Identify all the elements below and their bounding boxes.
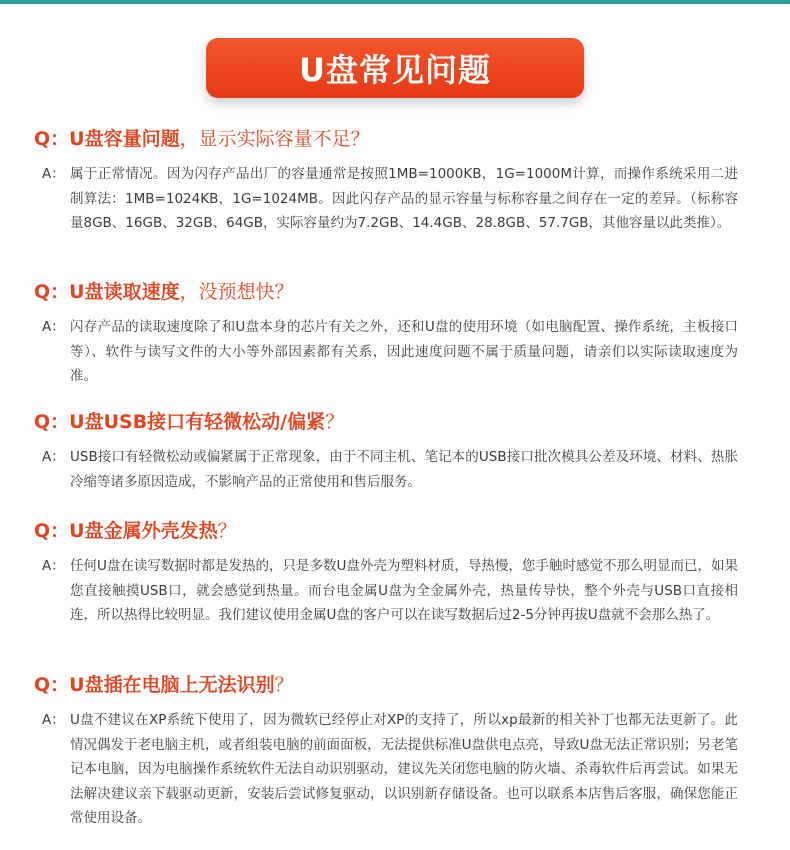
faq-question	[34, 672, 746, 698]
answer-text: 属于正常情况。因为闪存产品出厂的容量通常是按照1MB=1000KB，1G=1000M计算，而操作系统采用二进制算法：1MB=1024KB，1G=1024MB。因此闪存产品的显示容量与标称容量之间存在一定的差异。（标称容量8GB、16GB、32GB、64GB，实际容量约为7.2GB、14.4GB、28.8GB、57.7GB，其他容量以此类推）。	[70, 166, 738, 231]
question-sub: ？	[217, 520, 237, 542]
faq-question	[34, 409, 746, 435]
faq-item-usb-port	[34, 409, 746, 494]
answer-text: USB接口有轻微松动或偏紧属于正常现象，由于不同主机、笔记本的USB接口批次模具公差及环境、材料、热胀冷缩等诸多原因造成，不影响产品的正常使用和售后服务。	[70, 449, 738, 490]
faq-item-capacity	[34, 126, 746, 236]
question-prefix: Q：	[34, 281, 70, 303]
answer-label: A：	[42, 166, 65, 182]
question-main: U盘容量问题	[69, 128, 180, 150]
faq-answer	[34, 162, 746, 236]
answer-text: 闪存产品的读取速度除了和U盘本身的芯片有关之外，还和U盘的使用环境（如电脑配置、操作系统，主板接口等）、软件与读写文件的大小等外部因素都有关系，因此速度问题不属于质量问题，请亲们以实际读取速度为准。	[70, 319, 738, 384]
page-title: U盘常见问题	[299, 51, 491, 89]
faq-answer	[34, 445, 746, 494]
answer-text: 任何U盘在读写数据时都是发热的，只是多数U盘外壳为塑料材质，导热慢，您手触时感觉不那么明显而已，如果您直接触摸USB口，就会感觉到热量。而台电金属U盘为全金属外壳，热量传导快，整个外壳与USB口直接相连，所以热得比较明显。我们建议使用金属U盘的客户可以在读写数据后过2-5分钟再拔U盘就不会那么热了。	[70, 558, 738, 623]
title-banner	[206, 38, 584, 98]
answer-label: A：	[42, 558, 65, 574]
question-prefix: Q：	[34, 411, 70, 433]
answer-label: A：	[42, 449, 65, 465]
question-main: U盘USB接口有轻微松动/偏紧	[69, 411, 326, 433]
question-sub: ，显示实际容量不足？	[179, 128, 370, 150]
faq-question	[34, 518, 746, 544]
question-main: U盘金属外壳发热	[69, 520, 218, 542]
question-prefix: Q：	[34, 520, 70, 542]
faq-item-speed	[34, 279, 746, 389]
faq-answer	[34, 315, 746, 389]
faq-item-recognition	[34, 672, 746, 831]
top-accent-line	[0, 0, 790, 4]
question-sub: ？	[325, 411, 345, 433]
answer-label: A：	[42, 712, 65, 728]
faq-item-heat	[34, 518, 746, 628]
question-main: U盘读取速度	[69, 281, 180, 303]
answer-label: A：	[42, 319, 65, 335]
faq-answer	[34, 554, 746, 628]
answer-text: U盘不建议在XP系统下使用了，因为微软已经停止对XP的支持了，所以xp最新的相关补丁也都无法更新了。此情况偶发于老电脑主机，或者组装电脑的前面面板，无法提供标准U盘供电点亮，导致U盘无法正常识别；另老笔记本电脑，因为电脑操作系统软件无法自动识别驱动，建议先关闭您电脑的防火墙、杀毒软件后再尝试。如果无法解决建议亲下载驱动更新，安装后尝试修复驱动，以识别新存储设备。也可以联系本店售后客服，确保您能正常使用设备。	[70, 712, 738, 826]
question-prefix: Q：	[34, 128, 70, 150]
faq-question	[34, 279, 746, 305]
faq-answer	[34, 708, 746, 831]
question-prefix: Q：	[34, 674, 70, 696]
question-main: U盘插在电脑上无法识别	[69, 674, 275, 696]
question-sub: ，没预想快？	[179, 281, 294, 303]
question-sub: ？	[274, 674, 294, 696]
faq-question	[34, 126, 746, 152]
